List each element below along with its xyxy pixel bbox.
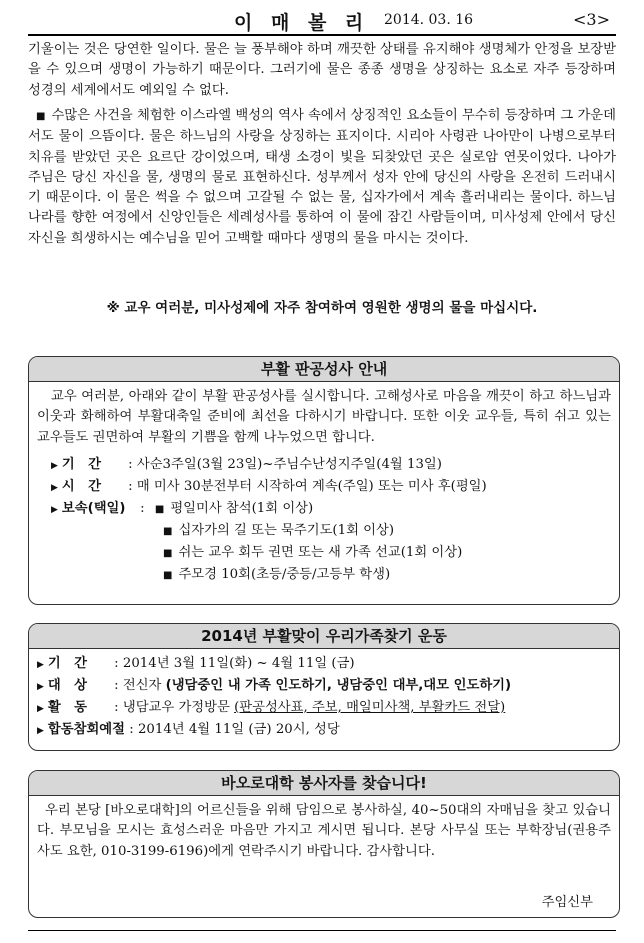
campaign-activity-value: 냉담교우 가정방문 — [122, 700, 235, 715]
joint-penance-value: 2014년 4월 11일 (금) 20시, 성당 — [137, 722, 340, 737]
time-label: 시 간 — [61, 479, 101, 494]
joint-penance-label: 합동참회예절 — [47, 722, 125, 737]
square-bullet-icon: ■ — [163, 548, 173, 559]
square-bullet-icon: ■ — [154, 504, 165, 515]
period-value: 사순3주일(3월 23일)~주님수난성지주일(4월 13일) — [136, 457, 442, 472]
section-body — [29, 650, 619, 750]
joint-penance-row: ▶ 합동참회예절 : 2014년 4월 11일 (금) 20시, 성당 — [37, 720, 340, 741]
period-row: ▶ 기 간 : 사순3주일(3월 23일)~주님수난성지주일(4월 13일) — [51, 455, 442, 476]
signature: 주임신부 — [541, 895, 593, 910]
section-title: 바오로대학 봉사자를 찾습니다! — [29, 771, 619, 796]
time-value: 매 미사 30분전부터 시작하여 계속(주일) 또는 미사 후(평일) — [136, 479, 487, 494]
triangle-bullet-icon: ▶ — [51, 461, 58, 471]
campaign-activity-detail: (판공성사표, 주보, 매일미사책, 부활카드 전달) — [234, 700, 506, 715]
triangle-bullet-icon: ▶ — [37, 660, 44, 670]
campaign-activity-label: 활 동 — [47, 700, 87, 715]
section-paragraph: 교우 여러분, 아래와 같이 부활 판공성사를 실시합니다. 고해성사로 마음을 깨끗이 하고 하느님과 이웃과 화해하여 부활대축일 준비에 최선을 다하시기 바랍니다. 또한 이웃 교우들, 특히 쉬고 있는 교우들도 권면하여 부활의 기쁨을 함께 나누었으면 합니다. — [37, 389, 611, 445]
campaign-activity-row: ▶ 활 동 : 냉담교우 가정방문 (판공성사표, 주보, 매일미사책, 부활카드 전달) — [37, 698, 505, 719]
easter-confession-section — [28, 356, 620, 605]
penance-item: 십자가의 길 또는 묵주기도(1회 이상) — [178, 523, 395, 538]
penance-row: ▶ 보속(택일) : ■ 평일미사 참석(1회 이상) — [51, 499, 313, 520]
penance-label: 보속(택일) — [61, 501, 126, 516]
triangle-bullet-icon: ▶ — [37, 726, 44, 736]
family-search-section — [28, 623, 620, 751]
square-bullet-icon: ■ — [36, 111, 46, 122]
bulletin-title: 이 매 볼 리 — [234, 12, 370, 34]
campaign-period-row: ▶ 기 간 : 2014년 3월 11일(화) ~ 4월 11일 (금) — [37, 654, 355, 675]
footer-divider — [28, 930, 616, 931]
period-label: 기 간 — [61, 457, 101, 472]
section-title: 부활 판공성사 안내 — [29, 357, 619, 382]
triangle-bullet-icon: ▶ — [51, 505, 58, 515]
campaign-period-label: 기 간 — [47, 656, 87, 671]
square-bullet-icon: ■ — [163, 526, 173, 537]
intro-paragraph-1: 기울이는 것은 당연한 일이다. 물은 늘 풍부해야 하며 깨끗한 상태를 유지해야 생명체가 안정을 보장받을 수 있으며 생명이 가능하기 때문이다. 그러기에 물은 종종 생명을 상징하는 요소로 자주 등장하며 성경의 세계에서도 예외일 수 없다. — [28, 42, 616, 98]
penance-item: 평일미사 참석(1회 이상) — [170, 501, 314, 516]
square-bullet-icon: ■ — [163, 570, 173, 581]
bulletin-date: 2014. 03. 16 — [384, 12, 474, 28]
volunteer-section — [28, 770, 620, 918]
triangle-bullet-icon: ▶ — [51, 483, 58, 493]
triangle-bullet-icon: ▶ — [37, 704, 44, 714]
intro-paragraph-2-text: 수많은 사건을 체험한 이스라엘 백성의 역사 속에서 상징적인 요소들이 무수히 등장하며 그 가운데서도 물이 으뜸이다. 물은 하느님의 사랑을 상징하는 표지이다. 시리아 사령관 나아만이 나병으로부터 치유를 받았던 곳은 요르단 강이었으며, 태생 소경이 빛을 되찾았던 곳은 실로암 연못이었다. 나아가 주님은 당신 자신을 물, 생명의 물로 표현하신다. 성부께서 성자 안에 당신의 사랑을 온전히 드러내시기 때문이다. 이 물은 썩을 수 없으며 고갈될 수 없는 물, 십자가에서 계속 흘러내리는 물이다. 하느님 나라를 향한 여정에서 신앙인들은 세례성사를 통하여 이 물에 잠긴 사람들이며, 미사성제 안에서 당신 자신을 희생하시는 예수님을 믿어 고백할 때마다 생명의 물을 마시는 것이다. — [28, 108, 616, 246]
penance-item-row — [163, 565, 390, 586]
penance-item-row — [163, 521, 394, 542]
page-number: <3> — [573, 10, 610, 29]
campaign-target-row: ▶ 대 상 : 전신자 (냉담중인 내 가족 인도하기, 냉담중인 대부,대모 인도하기) — [37, 676, 511, 697]
campaign-target-label: 대 상 — [47, 678, 87, 693]
section-body — [29, 797, 619, 917]
section-body — [29, 383, 619, 604]
penance-item-row — [163, 543, 462, 564]
page-header — [28, 6, 616, 36]
penance-item: 쉬는 교우 회두 권면 또는 새 가족 선교(1회 이상) — [178, 545, 463, 560]
notice-line: ※ 교우 여러분, 미사성제에 자주 참여하여 영원한 생명의 물을 마십시다. — [106, 300, 538, 316]
intro-paragraph-2 — [28, 106, 616, 249]
triangle-bullet-icon: ▶ — [37, 682, 44, 692]
campaign-target-value: 전신자 — [122, 678, 166, 693]
campaign-target-detail: (냉담중인 내 가족 인도하기, 냉담중인 대부,대모 인도하기) — [165, 678, 512, 693]
section-paragraph: 우리 본당 [바오로대학]의 어르신들을 위해 담임으로 봉사하실, 40~50대의 자매님을 찾고 있습니다. 부모님을 모시는 효성스러운 마음만 가지고 계시면 됩니다. 본당 사무실 또는 부학장님(권용주 사도 요한, 010-3199-6196)에게 연락주시기 바랍니다. 감사합니다. — [37, 803, 611, 859]
penance-item: 주모경 10회(초등/중등/고등부 학생) — [178, 567, 391, 582]
section-title: 2014년 부활맞이 우리가족찾기 운동 — [29, 624, 619, 649]
campaign-period-value: 2014년 3월 11일(화) ~ 4월 11일 (금) — [122, 656, 355, 671]
time-row: ▶ 시 간 : 매 미사 30분전부터 시작하여 계속(주일) 또는 미사 후(평일) — [51, 477, 487, 498]
